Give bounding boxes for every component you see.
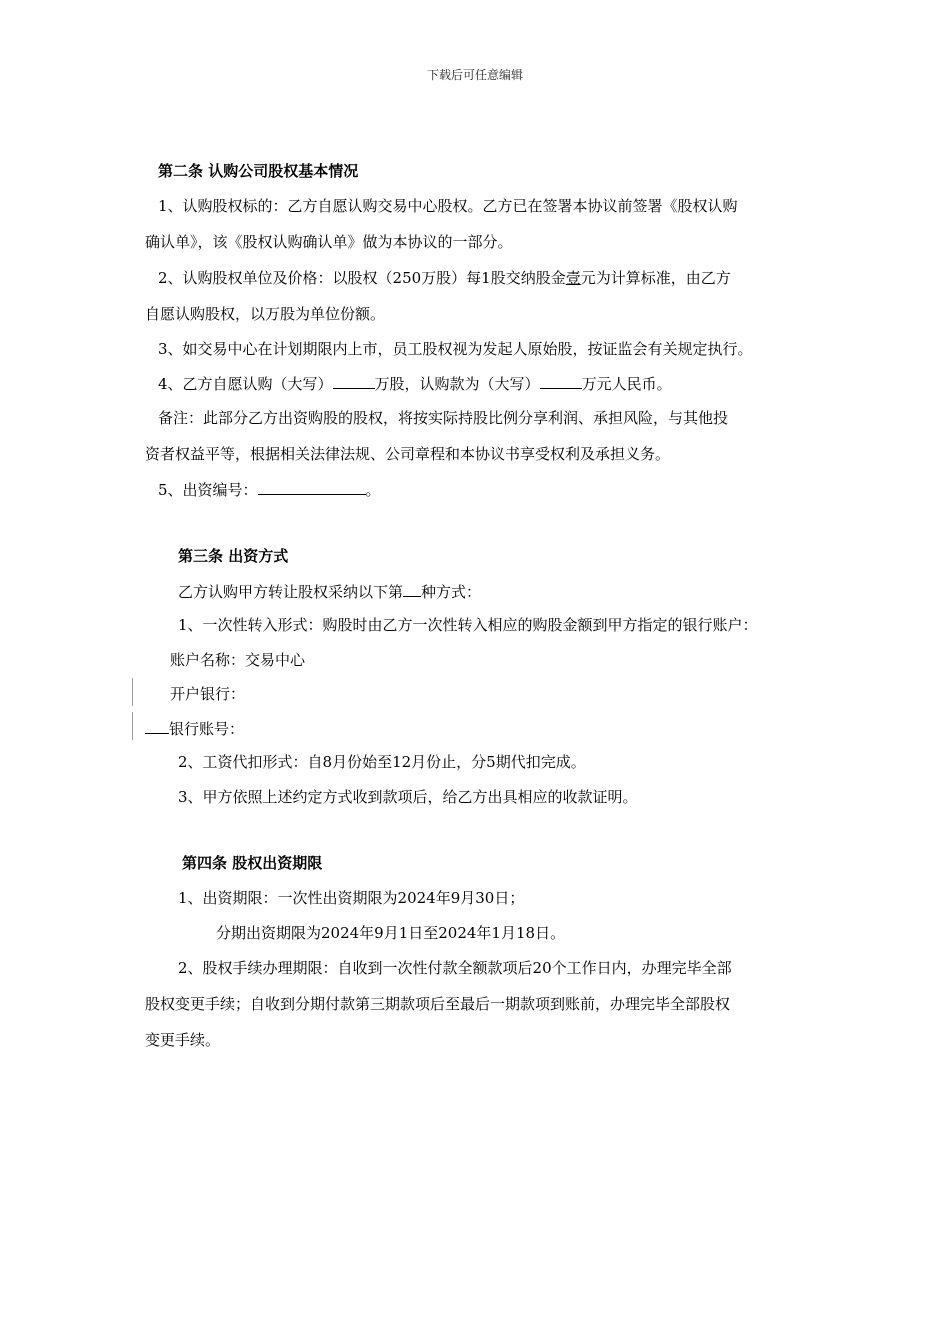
art2-para-1-line-1: 1、认购股权标的：乙方自愿认购交易中心股权。乙方已在签署本协议前签署《股权认购: [158, 197, 738, 215]
amount-blank[interactable]: [540, 373, 582, 389]
art2-para-2-underlined: 壹: [565, 269, 581, 287]
art3-para-2: 2、工资代扣形式：自8月份始至12月份止，分5期代扣完成。: [178, 753, 586, 771]
bank-line: 开户银行：: [170, 685, 246, 703]
account-name-line: 账户名称：交易中心: [170, 651, 306, 669]
art2-para-2-text-b: 元为计算标准，由乙方: [580, 269, 731, 287]
art4-para-2-line-3: 变更手续。: [145, 1031, 221, 1049]
art3-para-1: 1、一次性转入形式：购股时由乙方一次性转入相应的购股金额到甲方指定的银行账户：: [178, 616, 758, 634]
art4-para-2-line-1: 2、股权手续办理期限：自收到一次性付款全额款项后20个工作日内，办理完毕全部: [178, 959, 732, 977]
art2-note-line-1: 备注：此部分乙方出资购股的股权，将按实际持股比例分享利润、承担风险，与其他投: [158, 409, 729, 427]
article-2-title: 第二条 认购公司股权基本情况: [158, 162, 359, 180]
contribution-number-blank[interactable]: [258, 479, 366, 495]
margin-change-bar: [132, 678, 133, 706]
art2-para-4: [158, 373, 672, 394]
art2-para-4-text-b: 万股，认购款为（大写）: [374, 375, 540, 393]
art2-para-2-line-1: [158, 268, 731, 288]
account-number-line: [145, 718, 244, 739]
art2-note-line-2: 资者权益平等，根据相关法律法规、公司章程和本协议书享受权利及承担义务。: [145, 445, 671, 463]
art2-para-4-text-a: 4、乙方自愿认购（大写）: [158, 375, 333, 393]
art4-para-2-line-2: 股权变更手续；自收到分期付款第三期款项后至最后一期款项到账前，办理完毕全部股权: [145, 995, 731, 1013]
art3-intro-text-b: 种方式：: [421, 583, 482, 601]
art3-para-3: 3、甲方依照上述约定方式收到款项后，给乙方出具相应的收款证明。: [178, 788, 638, 806]
art4-para-1: 1、出资期限：一次性出资期限为2024年9月30日；: [178, 889, 525, 907]
margin-change-bar: [132, 712, 133, 740]
page-header: 下载后可任意编辑: [426, 68, 523, 82]
art2-para-4-text-c: 万元人民币。: [581, 375, 672, 393]
art2-para-2-line-2: 自愿认购股权，以万股为单位份额。: [145, 305, 386, 323]
shares-blank[interactable]: [333, 373, 375, 389]
account-number-blank[interactable]: [145, 718, 169, 734]
art2-para-5-end: 。: [365, 481, 381, 499]
art4-para-1-line-2: 分期出资期限为2024年9月1日至2024年1月18日。: [216, 924, 566, 942]
art2-para-2-text-a: 2、认购股权单位及价格：以股权（250万股）每1股交纳股金: [158, 269, 566, 287]
account-number-label: 银行账号：: [169, 720, 245, 738]
art3-intro: [178, 581, 481, 602]
art3-intro-text-a: 乙方认购甲方转让股权采纳以下第: [178, 583, 404, 601]
article-3-title: 第三条 出资方式: [178, 547, 289, 565]
art2-para-1-line-2: 确认单》，该《股权认购确认单》做为本协议的一部分。: [145, 233, 513, 251]
art2-para-5-text: 5、出资编号：: [158, 481, 258, 499]
method-number-blank[interactable]: [403, 581, 421, 597]
article-4-title: 第四条 股权出资期限: [182, 854, 323, 872]
art2-para-5: [158, 479, 381, 500]
art2-para-3: 3、如交易中心在计划期限内上市，员工股权视为发起人原始股，按证监会有关规定执行。: [158, 340, 753, 358]
